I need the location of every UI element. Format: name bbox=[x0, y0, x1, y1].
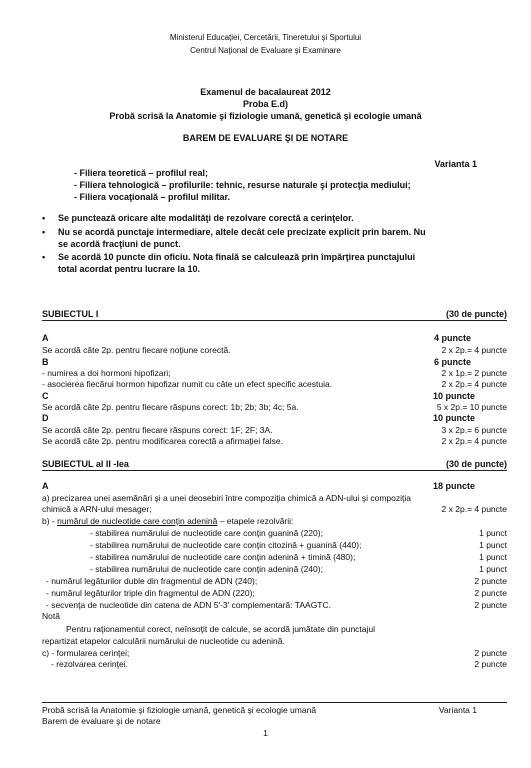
s2-c-points: 2 puncte bbox=[474, 648, 507, 658]
filiera-item: - Filiera vocaţională – profilul militar. bbox=[74, 192, 231, 202]
s2-c-points: 2 puncte bbox=[474, 659, 507, 669]
center-header: Centrul Naţional de Evaluare şi Examinare bbox=[190, 46, 341, 55]
s2-step: - stabilirea numărului de nucleotide care conţin adenină (240); bbox=[90, 564, 323, 574]
section-divider bbox=[42, 470, 507, 471]
item-b-line: - asocierea fiecărui hormon hipofizar numit cu câte un efect specific acestuia. bbox=[42, 379, 333, 389]
s2-c-line: - rezolvarea cerinţei. bbox=[51, 659, 129, 669]
footer-barem: Barem de evaluare şi de notare bbox=[42, 716, 161, 726]
subject-1-points: (30 de puncte) bbox=[445, 309, 507, 319]
filiera-item: - Filiera tehnologică – profilurile: tehnic, resurse naturale şi protecţia mediului; bbox=[74, 180, 411, 190]
bullet-icon: • bbox=[42, 227, 46, 237]
rule-line: Nu se acordă punctaje intermediare, altele decât cele precizate explicit prin barem. Nu bbox=[58, 227, 426, 237]
s2-item-a-points: 18 puncte bbox=[432, 481, 475, 491]
s2-other-points: 2 puncte bbox=[474, 600, 507, 610]
s2-step: - stabilirea numărului de nucleotide care conţin guanină (220); bbox=[90, 528, 323, 538]
item-b-calc: 2 x 1p.= 2 puncte bbox=[441, 368, 507, 378]
s2-other-points: 2 puncte bbox=[474, 576, 507, 586]
item-d-line: Se acordă câte 2p. pentru fiecare răspuns corect: 1F; 2F; 3A. bbox=[42, 425, 273, 435]
nota-line: Pentru raţionamentul corect, neînsoţit de calcule, se acordă jumătate din punctajul bbox=[66, 624, 376, 634]
item-c-label: C bbox=[42, 391, 49, 401]
subject-1-title: SUBIECTUL I bbox=[42, 309, 99, 319]
rule-line: se acordă fracţiuni de punct. bbox=[58, 239, 181, 249]
variant-label: Varianta 1 bbox=[434, 159, 477, 169]
s2-a-calc: 2 x 2p.= 4 puncte bbox=[441, 504, 507, 514]
item-a-points: 4 puncte bbox=[433, 333, 471, 343]
item-c-calc: 5 x 2p.= 10 puncte bbox=[436, 402, 507, 412]
s2-step: - stabilirea numărului de nucleotide care conţin adenină + timină (480); bbox=[90, 552, 356, 562]
item-a-line: Se acordă câte 2p. pentru fiecare noţiune corectă. bbox=[42, 345, 231, 355]
rule-line: total acordat pentru lucrare la 10. bbox=[58, 264, 201, 274]
subject-title: Probă scrisă la Anatomie şi fiziologie umană, genetică şi ecologie umană bbox=[109, 111, 422, 121]
footer-variant: Varianta 1 bbox=[438, 705, 477, 715]
s2-step: - stabilirea numărului de nucleotide care conţin citozină + guanină (440); bbox=[90, 540, 362, 550]
s2-step-points: 1 punct bbox=[479, 552, 507, 562]
nota-label: Notă bbox=[42, 611, 60, 621]
item-c-line: Se acordă câte 2p. pentru fiecare răspuns corect: 1b; 2b; 3b; 4c; 5a. bbox=[42, 402, 299, 412]
s2-step-points: 1 punct bbox=[479, 540, 507, 550]
barem-title: BAREM DE EVALUARE ŞI DE NOTARE bbox=[182, 133, 349, 143]
s2-other-points: 2 puncte bbox=[474, 588, 507, 598]
rule-line: Se acordă 10 puncte din oficiu. Nota finală se calculează prin împărţirea punctajului bbox=[58, 252, 416, 262]
exam-title: Examenul de bacalaureat 2012 bbox=[200, 87, 331, 97]
item-b-calc: 2 x 2p.= 4 puncte bbox=[441, 379, 507, 389]
s2-b-prefix: b) - bbox=[42, 516, 58, 526]
s2-b-suffix: – etapele rezolvării: bbox=[217, 516, 294, 526]
bullet-icon: • bbox=[42, 213, 46, 223]
s2-step-points: 1 punct bbox=[479, 564, 507, 574]
s2-b-heading bbox=[42, 516, 293, 526]
nota-line: repartizat etapelor calculării numărului de nucleotide cu adenină. bbox=[42, 636, 285, 646]
bullet-icon: • bbox=[42, 252, 46, 262]
s2-a-line: chimică a ARN-ului mesager; bbox=[42, 504, 152, 514]
s2-other: - secvenţa de nucleotide din catena de ADN 5'-3' complementară: TAAGTC. bbox=[46, 600, 331, 610]
footer-divider bbox=[42, 702, 507, 703]
item-a-calc: 2 x 2p.= 4 puncte bbox=[441, 345, 507, 355]
page-number: 1 bbox=[263, 728, 268, 738]
section-divider bbox=[42, 320, 507, 321]
subject-2-points: (30 de puncte) bbox=[445, 459, 507, 469]
footer-subject: Probă scrisă la Anatomie şi fiziologie umană, genetică şi ecologie umană bbox=[42, 705, 317, 715]
item-c-points: 10 puncte bbox=[432, 391, 475, 401]
item-d-line: Se acordă câte 2p. pentru modificarea corectă a afirmaţiei false. bbox=[42, 436, 283, 446]
ministry-header: Ministerul Educaţiei, Cercetării, Tineretului şi Sportului bbox=[169, 33, 362, 42]
rule-line: Se punctează oricare alte modalităţi de rezolvare corectă a cerinţelor. bbox=[58, 213, 354, 223]
filiera-item: - Filiera teoretică – profilul real; bbox=[74, 168, 209, 178]
s2-c-line: c) - formularea cerinţei; bbox=[42, 648, 130, 658]
item-b-line: - numirea a doi hormoni hipofizari; bbox=[42, 368, 171, 378]
proba-title: Proba E.d) bbox=[242, 99, 288, 109]
s2-a-line: a) precizarea unei asemănări şi a unei deosebiri între compoziţia chimică a ADN-ului şi compoziţia bbox=[42, 493, 411, 503]
subject-2-title: SUBIECTUL al II -lea bbox=[42, 459, 129, 469]
s2-b-underlined: numărul de nucleotide care conţin adenină bbox=[57, 516, 218, 526]
item-a-label: A bbox=[42, 333, 49, 343]
item-d-calc: 2 x 2p.= 4 puncte bbox=[441, 436, 507, 446]
item-b-label: B bbox=[42, 357, 49, 367]
item-d-label: D bbox=[42, 413, 49, 423]
item-b-points: 6 puncte bbox=[433, 357, 471, 367]
s2-other: - numărul legăturilor triple din fragmentul de ADN (220); bbox=[46, 588, 255, 598]
item-d-calc: 3 x 2p.= 6 puncte bbox=[441, 425, 507, 435]
s2-other: - numărul legăturilor duble din fragmentul de ADN (240); bbox=[46, 576, 258, 586]
item-d-points: 10 puncte bbox=[432, 413, 475, 423]
s2-item-a-label: A bbox=[42, 481, 49, 491]
s2-step-points: 1 punct bbox=[479, 528, 507, 538]
